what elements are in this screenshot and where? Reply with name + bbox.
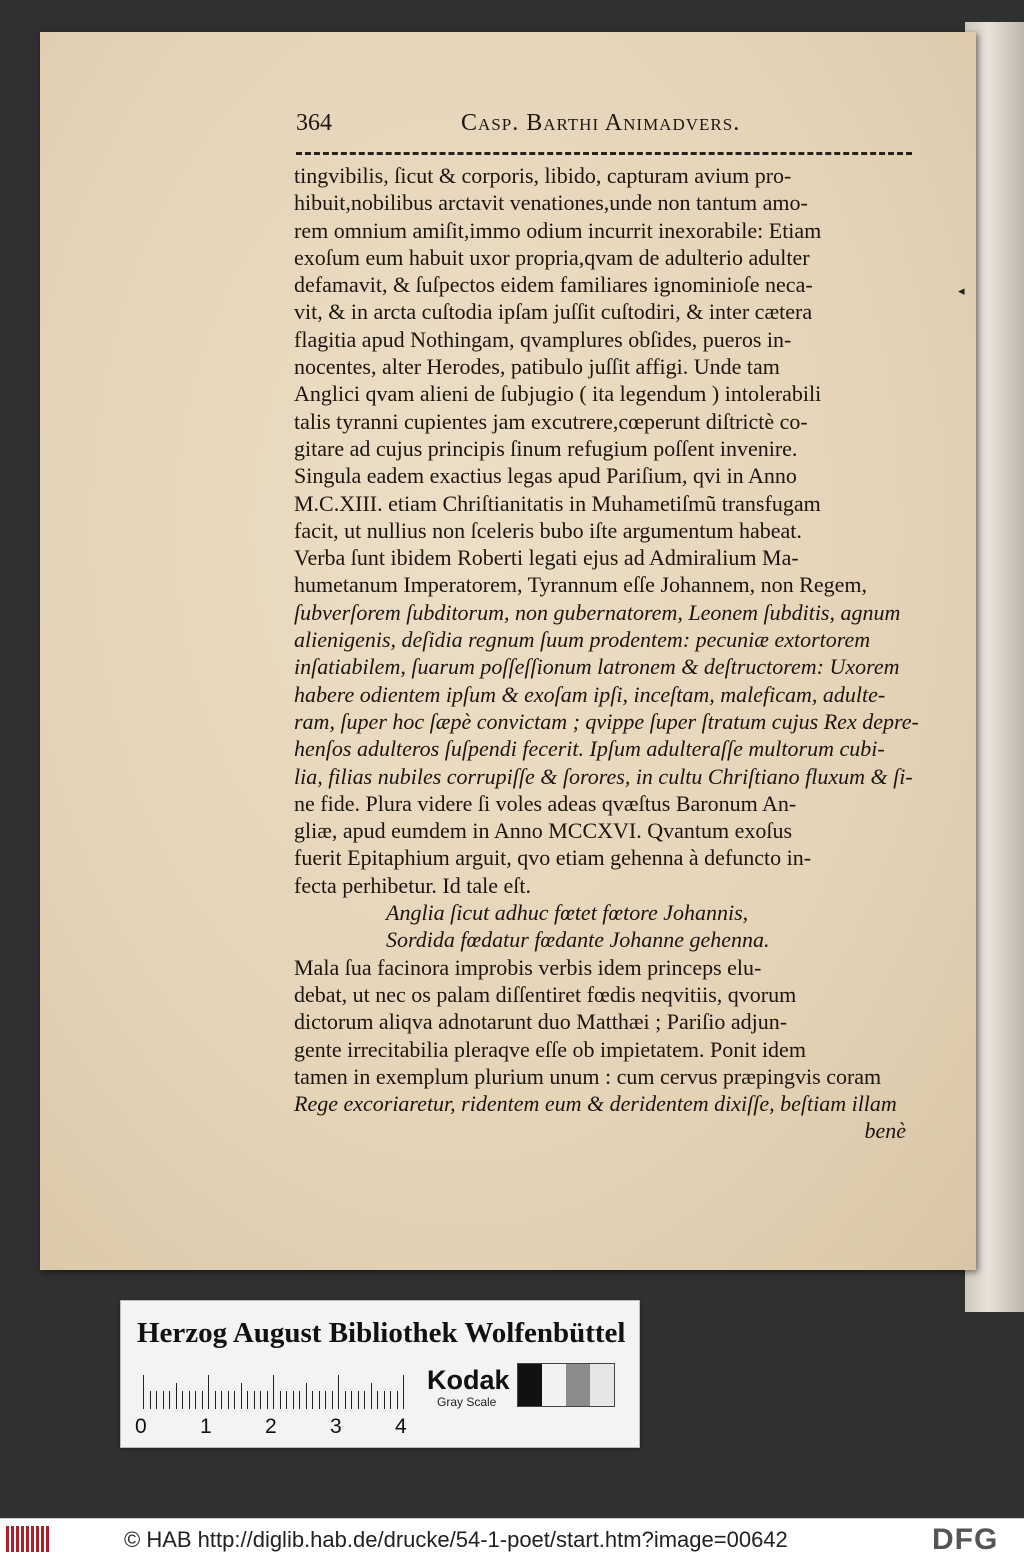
kodak-logo: Kodak <box>427 1365 510 1395</box>
text-line: alienigenis, deſidia regnum ſuum prodentem: pecuniæ extortorem <box>294 627 871 653</box>
header-rule <box>296 152 912 155</box>
text-line: Singula eadem exactius legas apud Pariſium, qvi in Anno <box>294 463 797 489</box>
ruler-tick <box>215 1391 216 1409</box>
text-line: inſatiabilem, ſuarum poſſeſſionum latronem & deſtructorem: Uxorem <box>294 654 900 680</box>
ruler-tick <box>202 1391 203 1409</box>
text-line: gliæ, apud eumdem in Anno MCCXVI. Qvantum exoſus <box>294 818 793 844</box>
text-line: Sordida fœdatur fœdante Johanne gehenna. <box>386 927 770 953</box>
footer-bar <box>0 1518 1024 1558</box>
ruler-tick <box>338 1375 339 1409</box>
text-line: Mala ſua facinora improbis verbis idem princeps elu- <box>294 954 762 980</box>
gray-swatch <box>542 1364 566 1406</box>
text-line: defamavit, & ſuſpectos eidem familiares ignominioſe neca- <box>294 272 813 298</box>
ruler-tick <box>306 1383 307 1409</box>
gray-scale-label: Gray Scale <box>437 1395 497 1409</box>
color-scale-card <box>120 1300 640 1448</box>
text-line: ram, ſuper hoc ſæpè convictam ; qvippe ſuper ſtratum cujus Rex depre- <box>294 708 919 734</box>
gray-swatch <box>518 1364 542 1406</box>
text-line: dictorum aliqva adnotarunt duo Matthæi ; Pariſio adjun- <box>294 1009 788 1035</box>
running-head: Casp. Barthi Animadvers. <box>461 110 741 136</box>
ruler-tick <box>319 1391 320 1409</box>
ruler-tick <box>163 1391 164 1409</box>
ruler-tick <box>299 1391 300 1409</box>
text-line: tingvibilis, ſicut & corporis, libido, capturam avium pro- <box>294 163 792 188</box>
ruler-tick <box>390 1391 391 1409</box>
text-line: Rege excoriaretur, ridentem eum & deridentem dixiſſe, beſtiam illam <box>294 1091 897 1117</box>
ruler-numbers <box>135 1415 425 1441</box>
text-line: ne fide. Plura videre ſi voles adeas qvæſtus Baronum An- <box>294 790 797 816</box>
text-line: lia, filias nubiles corrupiſſe & ſorores, in cultu Chriſtiano fluxum & ſi- <box>294 763 913 789</box>
ruler-tick <box>176 1383 177 1409</box>
ruler-tick <box>345 1391 346 1409</box>
text-line: tamen in exemplum plurium unum : cum cervus præpingvis coram <box>294 1063 882 1089</box>
ruler-tick <box>332 1391 333 1409</box>
text-line: M.C.XIII. etiam Chriſtianitatis in Muhametiſmũ transfugam <box>294 490 821 516</box>
ruler-tick <box>371 1383 372 1409</box>
page-number: 364 <box>296 110 332 136</box>
ruler-tick <box>312 1391 313 1409</box>
text-line: nocentes, alter Herodes, patibulo juſſit affigi. Unde tam <box>294 354 780 380</box>
dfg-logo: DFG <box>932 1523 999 1556</box>
ruler-tick <box>189 1391 190 1409</box>
page-body-text <box>294 162 919 1145</box>
ruler-tick <box>397 1391 398 1409</box>
text-line: flagitia apud Nothingam, qvamplures obſides, pueros in- <box>294 326 792 352</box>
text-line: humetanum Imperatorem, Tyrannum eſſe Johannem, non Regem, <box>294 572 867 598</box>
text-line: benè <box>864 1118 906 1144</box>
ruler-tick <box>273 1375 274 1409</box>
text-line: Anglia ſicut adhuc fœtet fœtore Johannis, <box>386 900 749 926</box>
ruler-tick <box>143 1375 144 1409</box>
text-line: exoſum eum habuit uxor propria,qvam de adulterio adulter <box>294 244 810 270</box>
text-line: Anglici qvam alieni de ſubjugio ( ita legendum ) intolerabili <box>294 381 822 407</box>
text-line: vit, & in arcta cuſtodia ipſam juſſit cuſtodiri, & inter cætera <box>294 299 813 325</box>
library-name: Herzog August Bibliothek Wolfenbüttel <box>137 1317 626 1349</box>
ruler-tick <box>351 1391 352 1409</box>
ruler-tick <box>169 1391 170 1409</box>
ruler-number: 4 <box>395 1415 407 1438</box>
ruler-tick <box>208 1375 209 1409</box>
ruler-tick <box>254 1391 255 1409</box>
copyright-link[interactable]: © HAB http://diglib.hab.de/drucke/54-1-poet/start.htm?image=00642 <box>124 1527 788 1552</box>
ruler-tick <box>364 1391 365 1409</box>
text-line: henſos adulteros ſuſpendi fecerit. Ipſum adulteraſſe multorum cubi- <box>294 736 885 762</box>
ruler-number: 3 <box>330 1415 342 1438</box>
margin-mark: ◂ <box>958 284 965 299</box>
ruler-tick <box>358 1391 359 1409</box>
ruler-tick <box>195 1391 196 1409</box>
ruler-tick <box>267 1391 268 1409</box>
text-line: facit, ut nullius non ſceleris bubo iſte argumentum habeat. <box>294 517 802 543</box>
text-line: fuerit Epitaphium arguit, qvo etiam gehenna à defuncto in- <box>294 845 812 871</box>
ruler-tick <box>384 1391 385 1409</box>
ruler-tick <box>286 1391 287 1409</box>
ruler-tick <box>260 1391 261 1409</box>
ruler-tick <box>228 1391 229 1409</box>
text-line: ſubverſorem ſubditorum, non gubernatorem, Leonem ſubditis, agnum <box>294 599 901 625</box>
ruler-tick <box>247 1391 248 1409</box>
ruler-tick <box>293 1391 294 1409</box>
ruler-tick <box>325 1391 326 1409</box>
ruler-number: 0 <box>135 1415 147 1438</box>
ruler-tick <box>280 1391 281 1409</box>
gray-swatch <box>566 1364 590 1406</box>
ruler-tick <box>403 1375 404 1409</box>
page-header <box>296 110 906 146</box>
ruler-tick <box>182 1391 183 1409</box>
ruler-tick <box>150 1391 151 1409</box>
hab-logo-icon <box>6 1526 50 1552</box>
ruler-tick <box>377 1391 378 1409</box>
ruler-tick <box>234 1391 235 1409</box>
gray-swatch <box>590 1364 614 1406</box>
gray-swatches <box>517 1363 615 1407</box>
ruler-tick <box>221 1391 222 1409</box>
ruler <box>143 1375 405 1409</box>
ruler-number: 2 <box>265 1415 277 1438</box>
text-line: Verba ſunt ibidem Roberti legati ejus ad Admiralium Ma- <box>294 545 799 571</box>
text-line: habere odientem ipſum & exoſam ipſi, inceſtam, maleficam, adulte- <box>294 681 886 707</box>
text-line: talis tyranni cupientes jam excutrere,cœperunt diſtrictè co- <box>294 408 808 434</box>
ruler-tick <box>156 1391 157 1409</box>
text-line: rem omnium amiſit,immo odium incurrit inexorabile: Etiam <box>294 217 822 243</box>
text-line: hibuit,nobilibus arctavit venationes,unde non tantum amo- <box>294 190 808 216</box>
text-line: fecta perhibetur. Id tale eſt. <box>294 872 531 898</box>
text-line: debat, ut nec os palam diſſentiret fœdis neqvitiis, qvorum <box>294 981 797 1007</box>
text-line: gente irrecitabilia pleraqve eſſe ob impietatem. Ponit idem <box>294 1036 806 1062</box>
ruler-number: 1 <box>200 1415 212 1438</box>
text-line: gitare ad cujus principis ſinum refugium poſſent invenire. <box>294 435 798 461</box>
ruler-tick <box>241 1383 242 1409</box>
